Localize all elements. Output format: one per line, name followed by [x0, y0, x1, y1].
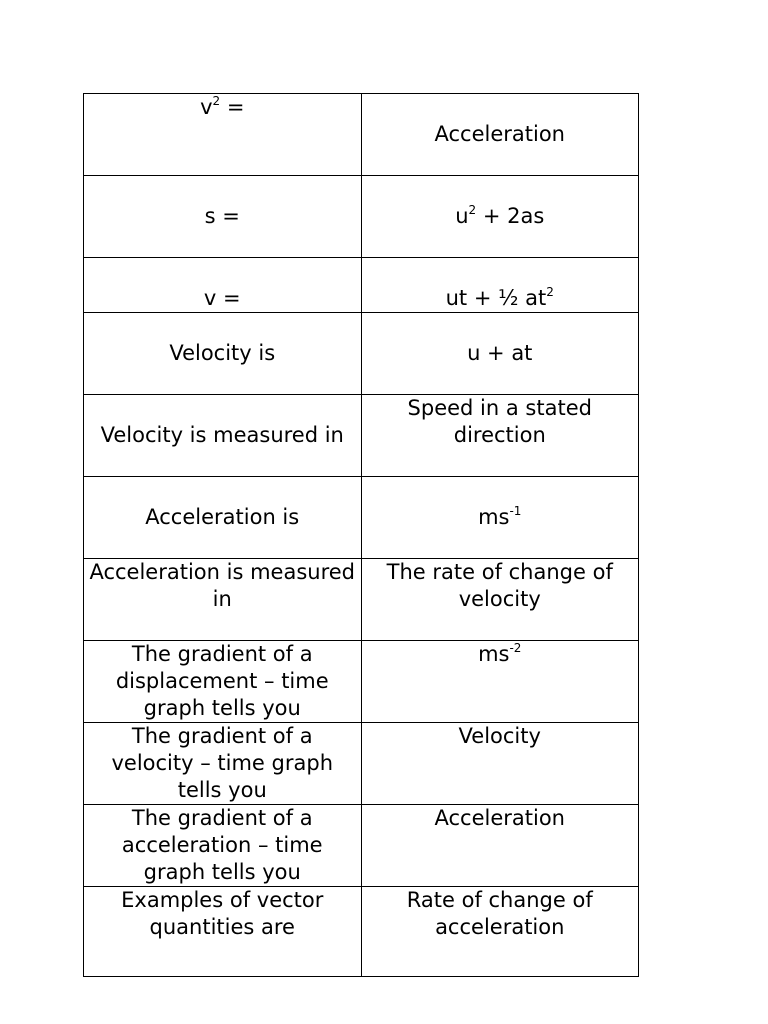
- card-text: The gradient of a displacement – time graph tells you: [115, 642, 329, 720]
- table-row: [84, 313, 639, 395]
- card-left: [84, 395, 362, 477]
- table-row: [84, 805, 639, 887]
- card-text: The gradient of a velocity – time graph tells you: [111, 724, 333, 802]
- card-text: s =: [204, 204, 240, 228]
- table-row: [84, 723, 639, 805]
- card-text: u: [455, 204, 469, 228]
- card-left: [84, 313, 362, 395]
- superscript: 2: [546, 285, 554, 299]
- superscript: 2: [212, 94, 221, 108]
- card-right: [361, 176, 639, 258]
- card-left: [84, 559, 362, 641]
- card-text: ms: [478, 642, 510, 666]
- card-left: [84, 887, 362, 977]
- card-right: [361, 94, 639, 176]
- card-text: Acceleration is measured in: [89, 560, 356, 611]
- superscript: -2: [509, 641, 522, 655]
- table-row: [84, 887, 639, 977]
- card-text: Acceleration: [434, 806, 565, 830]
- card-text: u + at: [467, 341, 533, 365]
- card-right: [361, 805, 639, 887]
- card-left: [84, 176, 362, 258]
- card-text: + 2as: [476, 204, 545, 228]
- card-right: [361, 723, 639, 805]
- superscript: 2: [468, 203, 477, 217]
- card-text: The gradient of a acceleration – time graph tells you: [121, 806, 323, 884]
- card-text: Acceleration: [434, 122, 565, 146]
- card-right: [361, 313, 639, 395]
- card-left: [84, 723, 362, 805]
- card-right: [361, 258, 639, 313]
- card-text: The rate of change of velocity: [386, 560, 613, 611]
- card-right: [361, 477, 639, 559]
- superscript: -1: [509, 504, 522, 518]
- card-text: =: [220, 95, 245, 119]
- card-left: [84, 258, 362, 313]
- table-row: [84, 94, 639, 176]
- card-left: [84, 477, 362, 559]
- card-right: [361, 395, 639, 477]
- matching-cards-table: [83, 93, 639, 977]
- card-right: [361, 559, 639, 641]
- table-row: [84, 395, 639, 477]
- card-text: v: [200, 95, 213, 119]
- card-text: Velocity is: [169, 341, 276, 365]
- table-row: [84, 641, 639, 723]
- card-right: [361, 641, 639, 723]
- card-text: Velocity: [458, 724, 541, 748]
- table-row: [84, 176, 639, 258]
- table-row: [84, 258, 639, 313]
- card-text: ut + ½ at: [445, 286, 547, 310]
- card-left: [84, 805, 362, 887]
- card-text: ms: [478, 505, 510, 529]
- table-row: [84, 559, 639, 641]
- card-text: Rate of change of acceleration: [406, 888, 593, 939]
- card-text: Speed in a stated direction: [407, 396, 592, 447]
- card-text: Acceleration is: [145, 505, 300, 529]
- card-left: [84, 641, 362, 723]
- card-text: Velocity is measured in: [100, 423, 344, 447]
- card-text: Examples of vector quantities are: [121, 888, 324, 939]
- card-text: v =: [203, 286, 241, 310]
- card-left: [84, 94, 362, 176]
- table-row: [84, 477, 639, 559]
- card-right: [361, 887, 639, 977]
